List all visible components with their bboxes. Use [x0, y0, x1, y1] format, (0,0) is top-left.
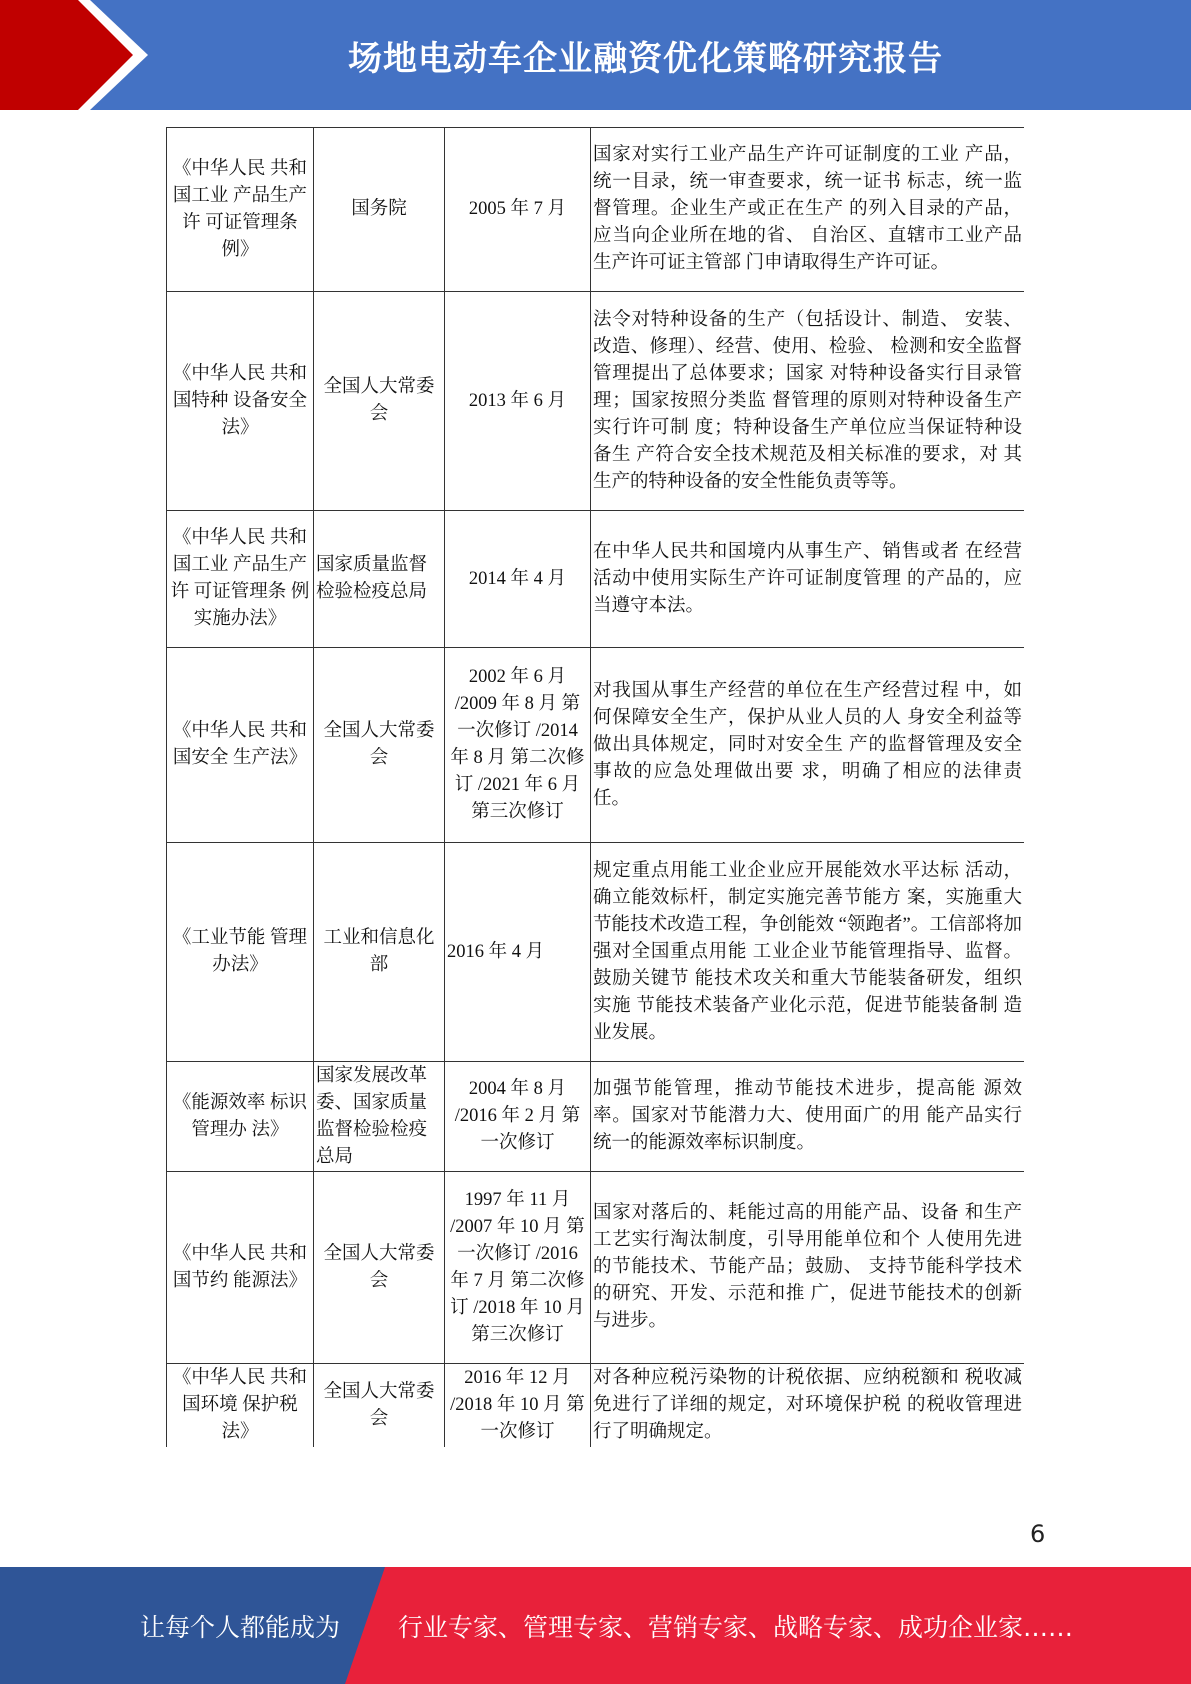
policy-name-cell: 《中华人民 共和国工业 产品生产许 可证管理条 例》	[167, 128, 314, 292]
date-cell: 2016 年 4 月	[445, 843, 591, 1062]
issuer-cell: 全国人大常委会	[314, 1172, 445, 1364]
report-title: 场地电动车企业融资优化策略研究报告	[348, 38, 943, 79]
issuer-cell: 全国人大常委会	[314, 292, 445, 511]
table-row	[167, 648, 1025, 843]
table-row	[167, 511, 1025, 648]
content-cell: 规定重点用能工业企业应开展能效水平达标 活动，确立能效标杆，制定实施完善节能方 案，实施重大节能技术改造工程，争创能效 “领跑者”。工信部将加强对全国重点用能 工业企业节能管理指导、监督。鼓励关键节 能技术攻关和重大节能装备研发，组织实施 节能技术装备产业化示范，促进节能装备制 造业发展。	[591, 843, 1025, 1062]
table-row	[167, 1172, 1025, 1364]
table-row	[167, 1062, 1025, 1172]
issuer-cell: 全国人大常委会	[314, 1364, 445, 1448]
content-cell: 对我国从事生产经营的单位在生产经营过程 中，如何保障安全生产，保护从业人员的人 身安全利益等做出具体规定，同时对安全生 产的监督管理及安全事故的应急处理做出要 求，明确了相应的法律责任。	[591, 648, 1025, 843]
date-cell: 2013 年 6 月	[445, 292, 591, 511]
header-arrow-graphic	[0, 0, 150, 110]
date-cell: 1997 年 11 月 /2007 年 10 月 第一次修订 /2016 年 7 月 第二次修订 /2018 年 10 月 第三次修订	[445, 1172, 591, 1364]
policy-table-container	[166, 127, 1024, 1447]
content-cell: 对各种应税污染物的计税依据、应纳税额和 税收减免进行了详细的规定，对环境保护税 的税收管理进行了明确规定。	[591, 1364, 1025, 1448]
date-cell: 2016 年 12 月 /2018 年 10 月 第一次修订	[445, 1364, 591, 1448]
policy-name-cell: 《中华人民 共和国节约 能源法》	[167, 1172, 314, 1364]
content-cell: 国家对实行工业产品生产许可证制度的工业 产品，统一目录，统一审查要求，统一证书 标志，统一监督管理。企业生产或正在生产 的列入目录的产品，应当向企业所在地的省、 自治区、直辖市工业产品生产许可证主管部 门申请取得生产许可证。	[591, 128, 1025, 292]
content-cell: 法令对特种设备的生产（包括设计、制造、 安装、改造、修理）、经营、使用、检验、 检测和安全监督管理提出了总体要求；国家 对特种设备实行目录管理；国家按照分类监 督管理的原则对特种设备生产实行许可制 度；特种设备生产单位应当保证特种设备生 产符合安全技术规范及相关标准的要求，对 其生产的特种设备的安全性能负责等等。	[591, 292, 1025, 511]
page-header	[0, 0, 1191, 110]
policy-name-cell: 《中华人民 共和国环境 保护税法》	[167, 1364, 314, 1448]
content-cell: 加强节能管理，推动节能技术进步，提高能 源效率。国家对节能潜力大、使用面广的用 能产品实行统一的能源效率标识制度。	[591, 1062, 1025, 1172]
policy-name-cell: 《中华人民 共和国安全 生产法》	[167, 648, 314, 843]
table-row	[167, 843, 1025, 1062]
issuer-cell: 国家发展改革委、国家质量监督检验检疫总局	[314, 1062, 445, 1172]
date-cell: 2014 年 4 月	[445, 511, 591, 648]
date-cell: 2002 年 6 月 /2009 年 8 月 第一次修订 /2014 年 8 月 第二次修订 /2021 年 6 月 第三次修订	[445, 648, 591, 843]
table-row	[167, 1364, 1025, 1448]
issuer-cell: 国家质量监督检验检疫总局	[314, 511, 445, 648]
page-footer	[0, 1567, 1191, 1684]
policy-name-cell: 《能源效率 标识管理办 法》	[167, 1062, 314, 1172]
table-row	[167, 128, 1025, 292]
issuer-cell: 工业和信息化部	[314, 843, 445, 1062]
page-number: 6	[1030, 1520, 1046, 1548]
policy-name-cell: 《中华人民 共和国工业 产品生产许 可证管理条 例实施办法》	[167, 511, 314, 648]
footer-slogan-right: 行业专家、管理专家、营销专家、战略专家、成功企业家……	[398, 1612, 1074, 1642]
content-cell: 国家对落后的、耗能过高的用能产品、设备 和生产工艺实行淘汰制度，引导用能单位和个 人使用先进的节能技术、节能产品；鼓励、 支持节能科学技术的研究、开发、示范和推 广，促进节能技术的创新与进步。	[591, 1172, 1025, 1364]
issuer-cell: 国务院	[314, 128, 445, 292]
footer-slogan-left: 让每个人都能成为	[140, 1612, 341, 1642]
issuer-cell: 全国人大常委会	[314, 648, 445, 843]
date-cell: 2004 年 8 月 /2016 年 2 月 第一次修订	[445, 1062, 591, 1172]
policy-name-cell: 《中华人民 共和国特种 设备安全法》	[167, 292, 314, 511]
policy-name-cell: 《工业节能 管理办法》	[167, 843, 314, 1062]
policy-table	[166, 127, 1024, 1447]
content-cell: 在中华人民共和国境内从事生产、销售或者 在经营活动中使用实际生产许可证制度管理 的产品的，应当遵守本法。	[591, 511, 1025, 648]
table-row	[167, 292, 1025, 511]
date-cell: 2005 年 7 月	[445, 128, 591, 292]
